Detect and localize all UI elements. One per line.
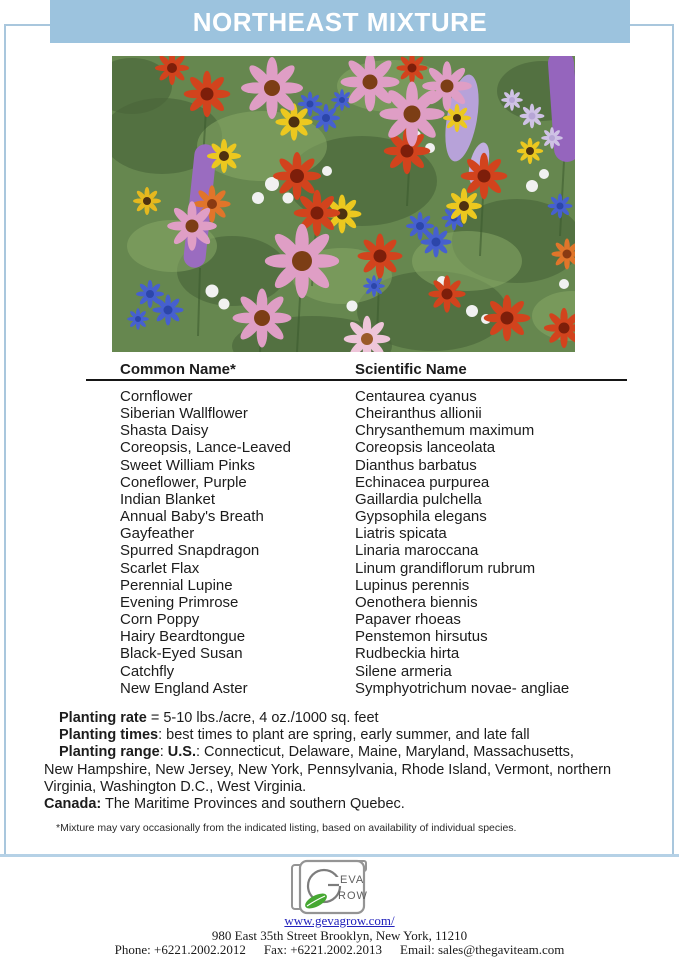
website-line: [0, 914, 679, 929]
common-name-cell: Perennial Lupine: [120, 576, 233, 594]
scientific-name-cell: Oenothera biennis: [355, 593, 478, 611]
scientific-name-cell: Liatris spicata: [355, 525, 447, 543]
scientific-name-cell: Chrysanthemum maximum: [355, 422, 535, 440]
contact-line: [0, 943, 679, 958]
logo-text-line2: ROW: [338, 890, 368, 902]
scientific-name-cell: Symphyotrichum novae- angliae: [355, 679, 570, 697]
species-table-header: [86, 361, 627, 378]
table-row: [86, 474, 627, 491]
planting-rate-label: Planting rate: [59, 710, 147, 726]
planting-range-us-line3: Virginia, Washington D.C., West Virginia.: [44, 778, 307, 795]
scientific-name-cell: Rudbeckia hirta: [355, 645, 460, 663]
common-name-cell: Catchfly: [120, 662, 175, 680]
scientific-name-cell: Linum grandiflorum rubrum: [355, 559, 536, 577]
planting-canada-text: The Maritime Provinces and southern Quebec.: [101, 796, 405, 813]
title-banner: [50, 0, 630, 43]
table-row: [86, 628, 627, 645]
table-row: [86, 422, 627, 439]
common-name-cell: Cornflower: [120, 388, 193, 405]
scientific-name-cell: Echinacea purpurea: [355, 473, 490, 491]
scientific-name-cell: Papaver rhoeas: [355, 611, 461, 629]
scientific-name-cell: Coreopsis lanceolata: [355, 439, 496, 457]
common-name-cell: Gayfeather: [120, 525, 195, 543]
table-row: [86, 439, 627, 456]
table-row: [86, 508, 627, 525]
logo-text-line1: EVA: [340, 874, 365, 886]
planting-range-line: Planting range: U.S.: Connecticut, Delaware, Maine, Maryland, Massachusetts, New Hampshire, New Jersey, New York, Pennsylvania, Rhode Island, Vermont, northern Virginia, Washington D.C., West Virginia.: [44, 744, 612, 795]
table-row: [86, 388, 627, 405]
common-name-cell: Evening Primrose: [120, 593, 239, 611]
page-title: NORTHEAST MIXTURE: [192, 7, 488, 37]
scientific-name-cell: Linaria maroccana: [355, 542, 479, 560]
footer: [0, 914, 679, 958]
table-row: [86, 645, 627, 662]
scientific-name-cell: Penstemon hirsutus: [355, 628, 488, 646]
common-name-cell: Coreopsis, Lance-Leaved: [120, 439, 291, 457]
common-name-cell: Siberian Wallflower: [120, 405, 248, 423]
scientific-name-header: Scientific Name: [355, 361, 467, 378]
common-name-header: Common Name*: [120, 361, 236, 378]
common-name-cell: New England Aster: [120, 679, 248, 697]
planting-info: [44, 710, 644, 813]
planting-rate-line: [44, 710, 644, 727]
footer-divider: [0, 854, 679, 857]
species-table-body: [86, 388, 627, 697]
planting-range-us-label: U.S.: [167, 744, 196, 761]
scientific-name-cell: Gaillardia pulchella: [355, 490, 482, 508]
phone-text: Phone: +6221.2002.2012: [114, 942, 246, 957]
geva-grow-logo-icon: [280, 858, 384, 916]
table-row: [86, 491, 627, 508]
table-header-rule: [86, 379, 627, 381]
table-row: [86, 594, 627, 611]
table-row: [86, 457, 627, 474]
planting-range-us-line1: Connecticut, Delaware, Maine, Maryland, Massachusetts,: [204, 744, 574, 761]
table-row: [86, 542, 627, 559]
fax-text: Fax: +6221.2002.2013: [263, 942, 383, 957]
common-name-cell: Black-Eyed Susan: [120, 645, 243, 663]
table-row: [86, 525, 627, 542]
planting-times-label: Planting times: [59, 727, 159, 744]
common-name-cell: Scarlet Flax: [120, 559, 200, 577]
wildflower-photo: [112, 56, 575, 352]
planting-range-us-line2: New Hampshire, New Jersey, New York, Pennsylvania, Rhode Island, Vermont, northern: [44, 761, 612, 778]
common-name-cell: Sweet William Pinks: [120, 456, 256, 474]
scientific-name-cell: Gypsophila elegans: [355, 508, 487, 526]
table-row: [86, 560, 627, 577]
company-logo: [280, 858, 384, 916]
table-row: [86, 611, 627, 628]
scientific-name-cell: Dianthus barbatus: [355, 456, 477, 474]
common-name-cell: Coneflower, Purple: [120, 473, 247, 491]
scientific-name-cell: Cheiranthus allionii: [355, 405, 482, 423]
scientific-name-cell: Silene armeria: [355, 662, 452, 680]
table-row: [86, 663, 627, 680]
planting-rate-text: = 5-10 lbs./acre, 4 oz./1000 sq. feet: [146, 710, 379, 726]
common-name-cell: Spurred Snapdragon: [120, 542, 260, 560]
table-row: [86, 405, 627, 422]
common-name-cell: Corn Poppy: [120, 611, 200, 629]
planting-canada-line: [44, 796, 644, 813]
planting-times-line: [44, 727, 644, 744]
scientific-name-cell: Centaurea cyanus: [355, 388, 477, 405]
planting-range-label: Planting range: [59, 744, 160, 761]
common-name-cell: Shasta Daisy: [120, 422, 209, 440]
table-row: [86, 680, 627, 697]
email-text: Email: sales@thegaviteam.com: [400, 942, 565, 957]
common-name-cell: Hairy Beardtongue: [120, 628, 246, 646]
website-link[interactable]: www.gevagrow.com/: [284, 913, 395, 928]
table-row: [86, 577, 627, 594]
common-name-cell: Annual Baby's Breath: [120, 508, 264, 526]
common-name-cell: Indian Blanket: [120, 490, 216, 508]
planting-times-text: : best times to plant are spring, early summer, and late fall: [158, 727, 530, 744]
scientific-name-cell: Lupinus perennis: [355, 576, 470, 594]
meadow-illustration: [112, 56, 575, 352]
planting-canada-label: Canada:: [44, 796, 102, 813]
mixture-footnote: *Mixture may vary occasionally from the indicated listing, based on availability of individual species.: [56, 822, 517, 834]
address-line: 980 East 35th Street Brooklyn, New York, 11210: [211, 927, 468, 943]
